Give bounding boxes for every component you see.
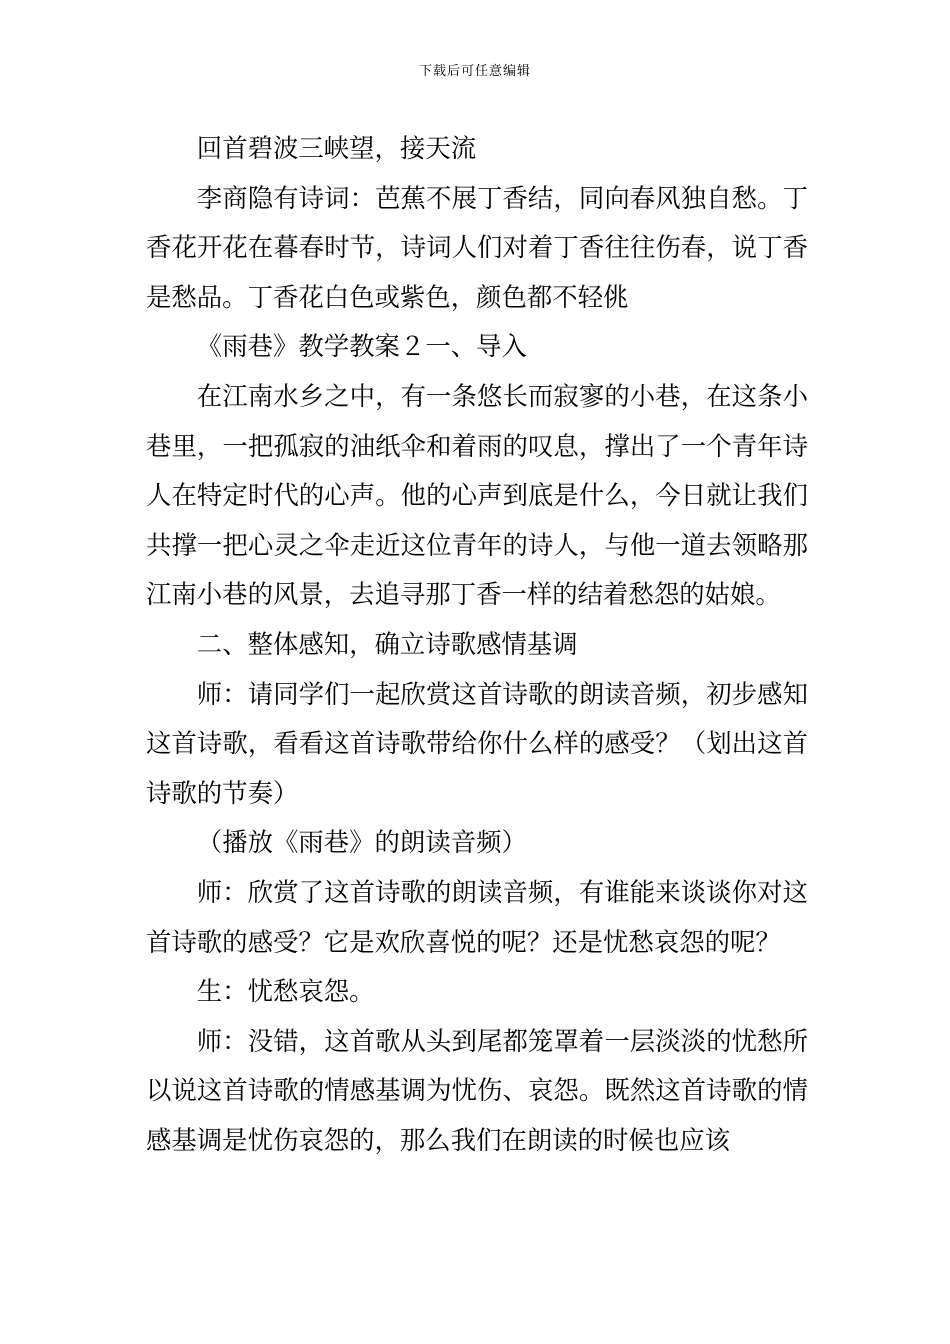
page-header: 下载后可任意编辑 (418, 64, 531, 79)
document-body (146, 124, 808, 1165)
paragraph-lilac-intro: 李商隐有诗词：芭蕉不展丁香结，同向春风独自愁。丁香花开花在暮春时节，诗词人们对着丁香往往伤春，说丁香是愁品。丁香花白色或紫色，颜色都不轻佻 (146, 182, 808, 312)
paragraph-section-heading: 二、整体感知，确立诗歌感情基调 (196, 628, 578, 659)
paragraph-audio-note: （播放《雨巷》的朗读音频） (196, 827, 527, 858)
paragraph-introduction: 在江南水乡之中，有一条悠长而寂寥的小巷，在这条小巷里，一把孤寂的油纸伞和着雨的叹息，撑出了一个青年诗人在特定时代的心声。他的心声到底是什么，今日就让我们共撑一把心灵之伞走近这位青年的诗人，与他一道去领略那江南小巷的风景，去追寻那丁香一样的结着愁怨的姑娘。 (146, 380, 808, 610)
paragraph-poem-line: 回首碧波三峡望，接天流 (196, 133, 477, 163)
paragraph-student-answer: 生：忧愁哀怨。 (196, 976, 375, 1007)
paragraph-lesson-heading: 《雨巷》教学教案２一、导入 (196, 331, 527, 362)
paragraph-teacher-summary: 师：没错，这首歌从头到尾都笼罩着一层淡淡的忧愁所以说这首诗歌的情感基调为忧伤、哀怨。既然这首诗歌的情感基调是忧伤哀怨的，那么我们在朗读的时候也应该 (146, 1025, 808, 1155)
paragraph-teacher-question: 师：欣赏了这首诗歌的朗读音频，有谁能来谈谈你对这首诗歌的感受？它是欢欣喜悦的呢？还是忧愁哀怨的呢？ (146, 876, 808, 957)
paragraph-teacher-prompt: 师：请同学们一起欣赏这首诗歌的朗读音频，初步感知这首诗歌，看看这首诗歌带给你什么样的感受？（划出这首诗歌的节奏） (146, 678, 808, 808)
